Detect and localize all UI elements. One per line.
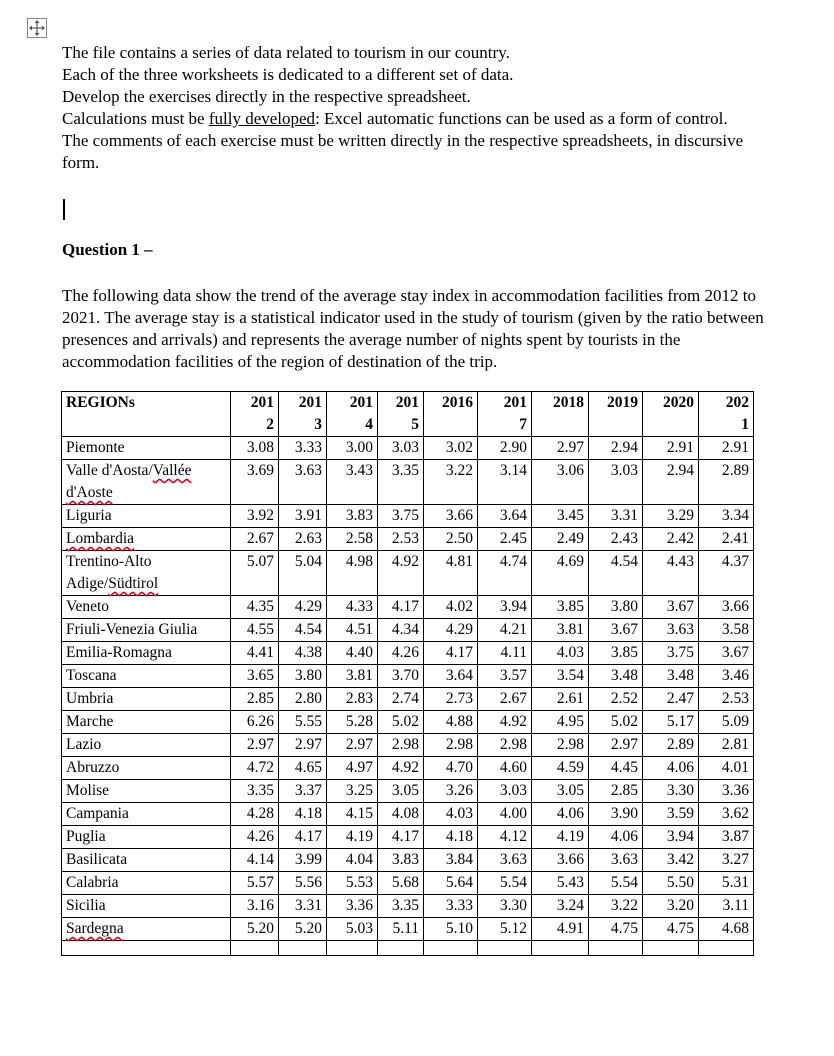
value-cell[interactable]: 3.91 (279, 505, 327, 528)
value-cell[interactable]: 3.67 (589, 619, 643, 642)
value-cell[interactable]: 4.91 (532, 918, 589, 941)
value-cell[interactable]: 2.91 (699, 437, 754, 460)
region-cell[interactable]: Molise (62, 780, 231, 803)
value-cell[interactable]: 2.73 (424, 688, 478, 711)
value-cell[interactable]: 3.36 (699, 780, 754, 803)
value-cell[interactable]: 4.97 (327, 757, 378, 780)
value-cell[interactable]: 2.94 (643, 460, 699, 505)
value-cell[interactable]: 3.46 (699, 665, 754, 688)
value-cell[interactable]: 4.98 (327, 551, 378, 596)
value-cell[interactable]: 4.02 (424, 596, 478, 619)
value-cell[interactable]: 2.89 (699, 460, 754, 505)
value-cell[interactable]: 3.64 (424, 665, 478, 688)
value-cell[interactable]: 2.63 (279, 528, 327, 551)
region-cell[interactable]: Basilicata (62, 849, 231, 872)
value-cell[interactable]: 2.47 (643, 688, 699, 711)
value-cell[interactable]: 3.02 (424, 437, 478, 460)
value-cell[interactable]: 3.25 (327, 780, 378, 803)
region-cell[interactable]: Puglia (62, 826, 231, 849)
value-cell[interactable]: 2.98 (424, 734, 478, 757)
value-cell[interactable]: 3.83 (327, 505, 378, 528)
value-cell[interactable]: 3.66 (699, 596, 754, 619)
value-cell[interactable]: 3.33 (279, 437, 327, 460)
value-cell[interactable]: 3.43 (327, 460, 378, 505)
header-cell-year[interactable]: 2019 (589, 392, 643, 437)
value-cell[interactable]: 5.02 (589, 711, 643, 734)
value-cell[interactable]: 3.57 (478, 665, 532, 688)
value-cell[interactable]: 5.53 (327, 872, 378, 895)
value-cell[interactable]: 3.63 (478, 849, 532, 872)
value-cell[interactable]: 4.75 (643, 918, 699, 941)
header-cell-year[interactable]: 201 5 (378, 392, 424, 437)
value-cell[interactable]: 5.54 (478, 872, 532, 895)
value-cell[interactable]: 4.65 (279, 757, 327, 780)
value-cell[interactable]: 4.74 (478, 551, 532, 596)
value-cell[interactable]: 3.80 (279, 665, 327, 688)
value-cell[interactable]: 5.07 (231, 551, 279, 596)
value-cell[interactable]: 3.85 (589, 642, 643, 665)
value-cell[interactable]: 3.03 (589, 460, 643, 505)
value-cell[interactable]: 3.26 (424, 780, 478, 803)
intro-line (62, 108, 772, 130)
table-row (62, 711, 754, 734)
value-cell[interactable]: 5.50 (643, 872, 699, 895)
table-row (62, 596, 754, 619)
value-cell[interactable]: 4.08 (378, 803, 424, 826)
value-cell[interactable]: 2.45 (478, 528, 532, 551)
value-cell[interactable]: 5.02 (378, 711, 424, 734)
value-cell[interactable]: 3.83 (378, 849, 424, 872)
table-header-row (62, 392, 754, 437)
empty-cell[interactable] (279, 941, 327, 956)
table-row (62, 642, 754, 665)
value-cell[interactable]: 3.94 (643, 826, 699, 849)
question-title: Question 1 – (62, 240, 153, 259)
header-cell-year[interactable]: 2020 (643, 392, 699, 437)
value-cell[interactable]: 3.34 (699, 505, 754, 528)
value-cell[interactable]: 4.92 (478, 711, 532, 734)
value-cell[interactable]: 3.80 (589, 596, 643, 619)
value-cell[interactable]: 2.91 (643, 437, 699, 460)
value-cell[interactable]: 4.03 (424, 803, 478, 826)
value-cell[interactable]: 5.20 (231, 918, 279, 941)
value-cell[interactable]: 2.97 (231, 734, 279, 757)
value-cell[interactable]: 3.30 (478, 895, 532, 918)
value-cell[interactable]: 5.55 (279, 711, 327, 734)
value-cell[interactable]: 3.31 (589, 505, 643, 528)
value-cell[interactable]: 3.03 (478, 780, 532, 803)
value-cell[interactable]: 4.14 (231, 849, 279, 872)
value-cell[interactable]: 4.37 (699, 551, 754, 596)
table-row (62, 895, 754, 918)
value-cell[interactable]: 4.41 (231, 642, 279, 665)
value-cell[interactable]: 3.29 (643, 505, 699, 528)
value-cell[interactable]: 5.68 (378, 872, 424, 895)
value-cell[interactable]: 3.06 (532, 460, 589, 505)
empty-cell[interactable] (327, 941, 378, 956)
value-cell[interactable]: 3.08 (231, 437, 279, 460)
table-row (62, 665, 754, 688)
value-cell[interactable]: 3.63 (279, 460, 327, 505)
region-cell[interactable]: Calabria (62, 872, 231, 895)
value-cell[interactable]: 4.92 (378, 757, 424, 780)
value-cell[interactable]: 2.58 (327, 528, 378, 551)
value-cell[interactable]: 2.97 (532, 437, 589, 460)
value-cell[interactable]: 3.62 (699, 803, 754, 826)
value-cell[interactable]: 5.57 (231, 872, 279, 895)
header-cell-year[interactable]: 2016 (424, 392, 478, 437)
value-cell[interactable]: 3.70 (378, 665, 424, 688)
table-row (62, 505, 754, 528)
header-cell-year[interactable]: 201 7 (478, 392, 532, 437)
value-cell[interactable]: 5.09 (699, 711, 754, 734)
table-row (62, 460, 754, 505)
region-cell[interactable]: Campania (62, 803, 231, 826)
value-cell[interactable]: 5.10 (424, 918, 478, 941)
value-cell[interactable]: 4.17 (279, 826, 327, 849)
intro-line: The comments of each exercise must be written directly in the respective spreadsheets, in discursive form. (62, 131, 744, 172)
value-cell[interactable]: 2.81 (699, 734, 754, 757)
value-cell[interactable]: 5.04 (279, 551, 327, 596)
value-cell[interactable]: 2.94 (589, 437, 643, 460)
value-cell[interactable]: 4.45 (589, 757, 643, 780)
value-cell[interactable]: 5.03 (327, 918, 378, 941)
value-cell[interactable]: 3.75 (643, 642, 699, 665)
empty-cell[interactable] (643, 941, 699, 956)
table-row (62, 619, 754, 642)
value-cell[interactable]: 3.35 (378, 895, 424, 918)
value-cell[interactable]: 3.81 (532, 619, 589, 642)
value-cell[interactable]: 2.67 (478, 688, 532, 711)
region-cell[interactable]: Lazio (62, 734, 231, 757)
value-cell[interactable]: 2.98 (532, 734, 589, 757)
text-cursor (63, 199, 65, 220)
intro-text-segment: Calculations must be (62, 109, 209, 128)
value-cell[interactable]: 4.17 (378, 596, 424, 619)
value-cell[interactable]: 3.05 (378, 780, 424, 803)
value-cell[interactable]: 4.29 (279, 596, 327, 619)
value-cell[interactable]: 5.28 (327, 711, 378, 734)
value-cell[interactable]: 3.42 (643, 849, 699, 872)
empty-cell[interactable] (589, 941, 643, 956)
value-cell[interactable]: 3.75 (378, 505, 424, 528)
intro-text[interactable] (62, 42, 772, 174)
region-cell[interactable]: Sicilia (62, 895, 231, 918)
value-cell[interactable]: 3.24 (532, 895, 589, 918)
value-cell[interactable]: 4.55 (231, 619, 279, 642)
header-cell-year[interactable]: 201 4 (327, 392, 378, 437)
value-cell[interactable]: 2.53 (699, 688, 754, 711)
data-table[interactable] (61, 391, 754, 956)
value-cell[interactable]: 4.51 (327, 619, 378, 642)
value-cell[interactable]: 4.70 (424, 757, 478, 780)
region-cell[interactable]: Veneto (62, 596, 231, 619)
value-cell[interactable]: 4.35 (231, 596, 279, 619)
value-cell[interactable]: 4.04 (327, 849, 378, 872)
value-cell[interactable]: 3.84 (424, 849, 478, 872)
table-row (62, 826, 754, 849)
value-cell[interactable]: 4.12 (478, 826, 532, 849)
value-cell[interactable]: 2.49 (532, 528, 589, 551)
value-cell[interactable]: 5.43 (532, 872, 589, 895)
value-cell[interactable]: 4.19 (327, 826, 378, 849)
empty-cell[interactable] (62, 941, 231, 956)
value-cell[interactable]: 3.90 (589, 803, 643, 826)
value-cell[interactable]: 4.29 (424, 619, 478, 642)
value-cell[interactable]: 3.63 (589, 849, 643, 872)
value-cell[interactable]: 4.06 (643, 757, 699, 780)
value-cell[interactable]: 5.20 (279, 918, 327, 941)
table-row (62, 757, 754, 780)
value-cell[interactable]: 5.12 (478, 918, 532, 941)
value-cell[interactable]: 4.54 (589, 551, 643, 596)
value-cell[interactable]: 4.26 (231, 826, 279, 849)
empty-cell[interactable] (378, 941, 424, 956)
value-cell[interactable]: 5.56 (279, 872, 327, 895)
table-row (62, 688, 754, 711)
value-cell[interactable]: 4.03 (532, 642, 589, 665)
value-cell[interactable]: 4.33 (327, 596, 378, 619)
value-cell[interactable]: 5.11 (378, 918, 424, 941)
value-cell[interactable]: 3.30 (643, 780, 699, 803)
intro-text-segment: : Excel automatic functions can be used as a form of control. (315, 109, 728, 128)
value-cell[interactable]: 3.67 (643, 596, 699, 619)
table-row (62, 437, 754, 460)
intro-line: The file contains a series of data related to tourism in our country. (62, 43, 510, 62)
value-cell[interactable]: 2.89 (643, 734, 699, 757)
value-cell[interactable]: 4.26 (378, 642, 424, 665)
empty-cell[interactable] (699, 941, 754, 956)
value-cell[interactable]: 4.40 (327, 642, 378, 665)
region-cell[interactable]: Umbria (62, 688, 231, 711)
value-cell[interactable]: 3.54 (532, 665, 589, 688)
value-cell[interactable]: 2.97 (279, 734, 327, 757)
value-cell[interactable]: 4.28 (231, 803, 279, 826)
table-move-handle-icon[interactable] (27, 18, 47, 38)
value-cell[interactable]: 2.90 (478, 437, 532, 460)
value-cell[interactable]: 4.95 (532, 711, 589, 734)
value-cell[interactable]: 4.60 (478, 757, 532, 780)
value-cell[interactable]: 3.69 (231, 460, 279, 505)
value-cell[interactable]: 3.48 (643, 665, 699, 688)
value-cell[interactable]: 2.41 (699, 528, 754, 551)
value-cell[interactable]: 3.94 (478, 596, 532, 619)
header-cell-year[interactable]: 202 1 (699, 392, 754, 437)
value-cell[interactable]: 5.64 (424, 872, 478, 895)
value-cell[interactable]: 2.50 (424, 528, 478, 551)
header-cell-year[interactable]: 2018 (532, 392, 589, 437)
value-cell[interactable]: 2.80 (279, 688, 327, 711)
value-cell[interactable]: 4.72 (231, 757, 279, 780)
value-cell[interactable]: 4.88 (424, 711, 478, 734)
value-cell[interactable]: 5.31 (699, 872, 754, 895)
value-cell[interactable]: 3.05 (532, 780, 589, 803)
table-row (62, 849, 754, 872)
table-empty-row (62, 941, 754, 956)
value-cell[interactable]: 2.98 (478, 734, 532, 757)
table-row (62, 780, 754, 803)
value-cell[interactable]: 2.97 (589, 734, 643, 757)
region-cell[interactable]: Toscana (62, 665, 231, 688)
value-cell[interactable]: 3.64 (478, 505, 532, 528)
value-cell[interactable]: 4.01 (699, 757, 754, 780)
value-cell[interactable]: 2.98 (378, 734, 424, 757)
value-cell[interactable]: 3.81 (327, 665, 378, 688)
region-cell[interactable]: Emilia-Romagna (62, 642, 231, 665)
empty-cell[interactable] (532, 941, 589, 956)
value-cell[interactable]: 6.26 (231, 711, 279, 734)
region-cell[interactable]: Valle d'Aosta/Vallée d'Aoste (62, 460, 231, 505)
header-cell-year[interactable]: 201 2 (231, 392, 279, 437)
value-cell[interactable]: 4.17 (378, 826, 424, 849)
empty-cell[interactable] (424, 941, 478, 956)
value-cell[interactable]: 4.06 (589, 826, 643, 849)
value-cell[interactable]: 3.67 (699, 642, 754, 665)
table-row (62, 918, 754, 941)
value-cell[interactable]: 2.74 (378, 688, 424, 711)
value-cell[interactable]: 3.20 (643, 895, 699, 918)
empty-cell[interactable] (231, 941, 279, 956)
value-cell[interactable]: 2.42 (643, 528, 699, 551)
table-row (62, 734, 754, 757)
header-cell-regions[interactable]: REGIONs (62, 392, 231, 437)
region-cell[interactable]: Lombardia (62, 528, 231, 551)
value-cell[interactable]: 3.65 (231, 665, 279, 688)
region-cell[interactable]: Abruzzo (62, 757, 231, 780)
region-cell[interactable]: Friuli-Venezia Giulia (62, 619, 231, 642)
question-description-text: The following data show the trend of the average stay index in accommodation facilities from 2012 to 2021. The average stay is a statistical indicator used in the study of tourism (given by the ratio between presences and arrivals) and represents the average number of nights spent by tourists in the accommodation facilities of the region of destination of the trip. (62, 286, 764, 371)
value-cell[interactable]: 2.85 (589, 780, 643, 803)
value-cell[interactable]: 3.66 (532, 849, 589, 872)
value-cell[interactable]: 4.18 (424, 826, 478, 849)
value-cell[interactable]: 2.83 (327, 688, 378, 711)
region-cell[interactable]: Trentino-Alto Adige/Südtirol (62, 551, 231, 596)
intro-line: Develop the exercises directly in the respective spreadsheet. (62, 87, 471, 106)
table-row (62, 551, 754, 596)
region-cell[interactable]: Marche (62, 711, 231, 734)
value-cell[interactable]: 3.14 (478, 460, 532, 505)
empty-cell[interactable] (478, 941, 532, 956)
value-cell[interactable]: 4.00 (478, 803, 532, 826)
value-cell[interactable]: 5.17 (643, 711, 699, 734)
value-cell[interactable]: 3.58 (699, 619, 754, 642)
value-cell[interactable]: 4.15 (327, 803, 378, 826)
value-cell[interactable]: 4.54 (279, 619, 327, 642)
value-cell[interactable]: 3.11 (699, 895, 754, 918)
value-cell[interactable]: 3.85 (532, 596, 589, 619)
table-row (62, 803, 754, 826)
value-cell[interactable]: 3.35 (231, 780, 279, 803)
value-cell[interactable]: 3.63 (643, 619, 699, 642)
region-cell[interactable]: Piemonte (62, 437, 231, 460)
value-cell[interactable]: 3.99 (279, 849, 327, 872)
value-cell[interactable]: 2.85 (231, 688, 279, 711)
region-cell[interactable]: Liguria (62, 505, 231, 528)
value-cell[interactable]: 4.34 (378, 619, 424, 642)
value-cell[interactable]: 4.43 (643, 551, 699, 596)
table-row (62, 528, 754, 551)
value-cell[interactable]: 4.81 (424, 551, 478, 596)
value-cell[interactable]: 4.69 (532, 551, 589, 596)
value-cell[interactable]: 3.16 (231, 895, 279, 918)
value-cell[interactable]: 2.53 (378, 528, 424, 551)
value-cell[interactable]: 2.43 (589, 528, 643, 551)
value-cell[interactable]: 3.45 (532, 505, 589, 528)
value-cell[interactable]: 3.37 (279, 780, 327, 803)
value-cell[interactable]: 3.03 (378, 437, 424, 460)
value-cell[interactable]: 4.68 (699, 918, 754, 941)
value-cell[interactable]: 4.75 (589, 918, 643, 941)
region-cell[interactable]: Sardegna (62, 918, 231, 941)
value-cell[interactable]: 3.66 (424, 505, 478, 528)
value-cell[interactable]: 4.18 (279, 803, 327, 826)
underlined-text: fully developed (208, 109, 316, 128)
value-cell[interactable]: 4.06 (532, 803, 589, 826)
value-cell[interactable]: 4.11 (478, 642, 532, 665)
value-cell[interactable]: 4.59 (532, 757, 589, 780)
value-cell[interactable]: 3.27 (699, 849, 754, 872)
value-cell[interactable]: 4.21 (478, 619, 532, 642)
value-cell[interactable]: 3.33 (424, 895, 478, 918)
question-description (62, 285, 774, 373)
table-row (62, 872, 754, 895)
value-cell[interactable]: 3.59 (643, 803, 699, 826)
value-cell[interactable]: 4.17 (424, 642, 478, 665)
value-cell[interactable]: 3.87 (699, 826, 754, 849)
value-cell[interactable]: 3.36 (327, 895, 378, 918)
value-cell[interactable]: 4.38 (279, 642, 327, 665)
value-cell[interactable]: 2.61 (532, 688, 589, 711)
value-cell[interactable]: 2.67 (231, 528, 279, 551)
value-cell[interactable]: 3.48 (589, 665, 643, 688)
value-cell[interactable]: 2.52 (589, 688, 643, 711)
value-cell[interactable]: 3.00 (327, 437, 378, 460)
value-cell[interactable]: 4.19 (532, 826, 589, 849)
value-cell[interactable]: 4.92 (378, 551, 424, 596)
value-cell[interactable]: 2.97 (327, 734, 378, 757)
value-cell[interactable]: 5.54 (589, 872, 643, 895)
intro-line: Each of the three worksheets is dedicated to a different set of data. (62, 65, 514, 84)
value-cell[interactable]: 3.92 (231, 505, 279, 528)
value-cell[interactable]: 3.31 (279, 895, 327, 918)
value-cell[interactable]: 3.35 (378, 460, 424, 505)
value-cell[interactable]: 3.22 (424, 460, 478, 505)
value-cell[interactable]: 3.22 (589, 895, 643, 918)
header-cell-year[interactable]: 201 3 (279, 392, 327, 437)
